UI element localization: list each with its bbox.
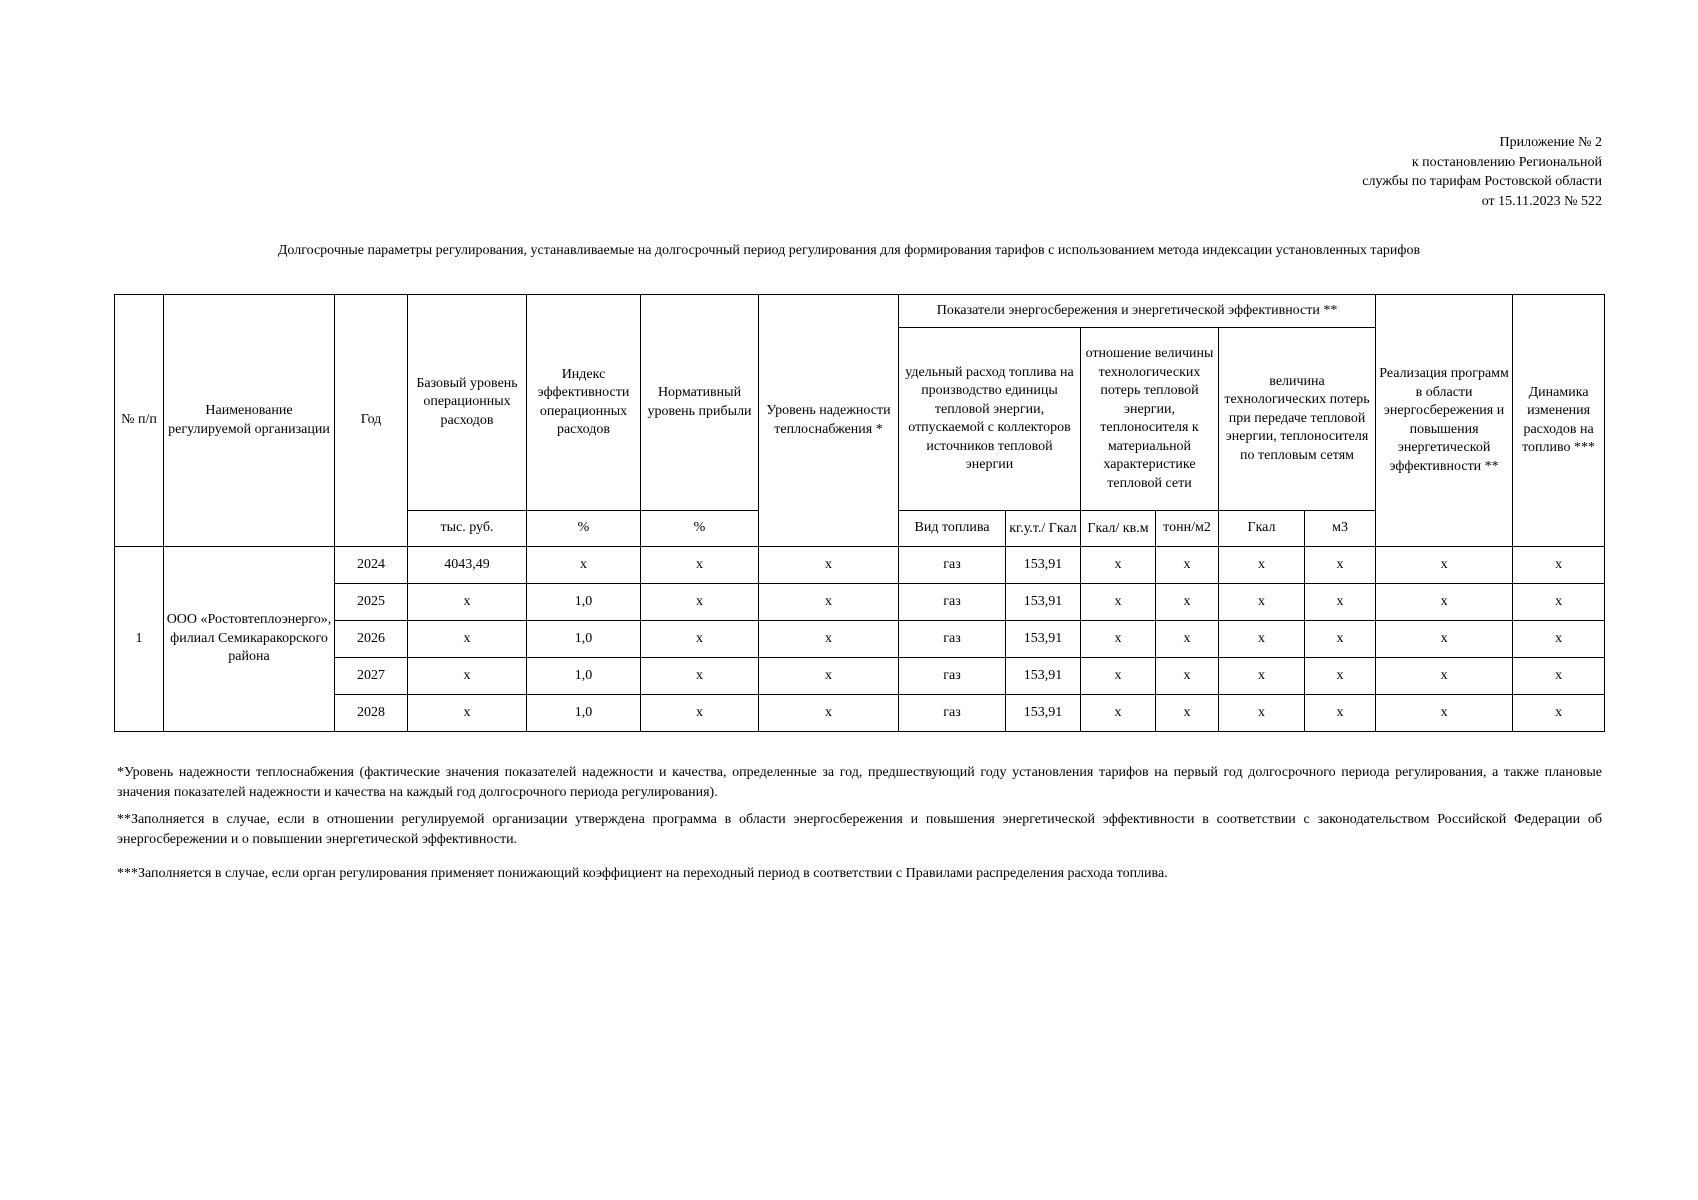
cell-loss-tons: x	[1156, 621, 1219, 658]
cell-tech-m3: x	[1305, 695, 1376, 732]
cell-profit-level: x	[641, 547, 759, 584]
cell-fuel-rate: 153,91	[1006, 621, 1081, 658]
unit-fuel-rate: кг.у.т./ Гкал	[1006, 511, 1081, 547]
cell-reliability: x	[759, 621, 899, 658]
cell-base-costs: x	[408, 584, 527, 621]
cell-fuel-dynamics: x	[1513, 695, 1605, 732]
cell-programs: x	[1376, 547, 1513, 584]
header-year: Год	[335, 295, 408, 547]
cell-fuel-rate: 153,91	[1006, 658, 1081, 695]
cell-programs: x	[1376, 658, 1513, 695]
cell-tech-gcal: x	[1219, 695, 1305, 732]
header-loss-ratio: отношение величины технологических потерь тепловой энергии, теплоносителя к материальной характеристике тепловой сети	[1081, 328, 1219, 511]
cell-loss-gcal: x	[1081, 547, 1156, 584]
table-row	[115, 695, 1605, 732]
header-reliability: Уровень надежности теплоснабжения *	[759, 295, 899, 547]
cell-programs: x	[1376, 621, 1513, 658]
unit-efficiency-index: %	[527, 511, 641, 547]
cell-programs: x	[1376, 584, 1513, 621]
cell-year: 2027	[335, 658, 408, 695]
unit-base-costs: тыс. руб.	[408, 511, 527, 547]
cell-efficiency-index: 1,0	[527, 658, 641, 695]
cell-reliability: x	[759, 695, 899, 732]
cell-profit-level: x	[641, 658, 759, 695]
table-row	[115, 658, 1605, 695]
cell-fuel-type: газ	[899, 658, 1006, 695]
cell-loss-tons: x	[1156, 695, 1219, 732]
cell-profit-level: x	[641, 621, 759, 658]
cell-loss-tons: x	[1156, 547, 1219, 584]
unit-loss-tons: тонн/м2	[1156, 511, 1219, 547]
header-row-group	[115, 295, 1605, 328]
cell-tech-m3: x	[1305, 547, 1376, 584]
cell-tech-gcal: x	[1219, 547, 1305, 584]
footnote-fuel-dynamics: ***Заполняется в случае, если орган регулирования применяет понижающий коэффициент на переходный период в соответствии с Правилами распределения расхода топлива.	[117, 866, 1168, 881]
cell-fuel-type: газ	[899, 584, 1006, 621]
cell-fuel-rate: 153,91	[1006, 695, 1081, 732]
header-org: Наименование регулируемой организации	[164, 295, 335, 547]
table-row	[115, 584, 1605, 621]
cell-profit-level: x	[641, 584, 759, 621]
cell-loss-tons: x	[1156, 584, 1219, 621]
header-tech-losses: величина технологических потерь при передаче тепловой энергии, теплоносителя по тепловым сетям	[1219, 328, 1376, 511]
cell-fuel-dynamics: x	[1513, 584, 1605, 621]
cell-tech-gcal: x	[1219, 658, 1305, 695]
org-number: 1	[115, 547, 164, 732]
cell-programs: x	[1376, 695, 1513, 732]
cell-loss-gcal: x	[1081, 621, 1156, 658]
cell-base-costs: x	[408, 658, 527, 695]
cell-loss-tons: x	[1156, 658, 1219, 695]
unit-tech-gcal: Гкал	[1219, 511, 1305, 547]
cell-tech-gcal: x	[1219, 584, 1305, 621]
cell-reliability: x	[759, 547, 899, 584]
cell-reliability: x	[759, 658, 899, 695]
appendix-line: службы по тарифам Ростовской области	[1362, 174, 1602, 189]
appendix-line: от 15.11.2023 № 522	[1481, 193, 1602, 209]
cell-fuel-type: газ	[899, 621, 1006, 658]
cell-efficiency-index: 1,0	[527, 695, 641, 732]
cell-reliability: x	[759, 584, 899, 621]
cell-base-costs: x	[408, 695, 527, 732]
footnote-reliability: *Уровень надежности теплоснабжения (фактические значения показателей надежности и качества, определенные за год, предшествующий году установления тарифов на первый год долгосрочного периода регулирования, а также плановые значения показателей надежности и качества на каждый год долгосрочного периода регулирования).	[117, 765, 1602, 800]
footnotes	[117, 763, 1602, 891]
cell-base-costs: x	[408, 621, 527, 658]
parameters-table	[114, 294, 1605, 732]
cell-efficiency-index: x	[527, 547, 641, 584]
header-fuel-dynamics: Динамика изменения расходов на топливо ***	[1513, 295, 1605, 547]
appendix-line: к постановлению Региональной	[1411, 154, 1602, 170]
cell-fuel-dynamics: x	[1513, 547, 1605, 584]
cell-base-costs: 4043,49	[408, 547, 527, 584]
cell-tech-gcal: x	[1219, 621, 1305, 658]
cell-year: 2025	[335, 584, 408, 621]
table-row	[115, 547, 1605, 584]
cell-tech-m3: x	[1305, 658, 1376, 695]
cell-efficiency-index: 1,0	[527, 621, 641, 658]
header-programs: Реализация программ в области энергосбережения и повышения энергетической эффективности **	[1376, 295, 1513, 547]
header-num: № п/п	[115, 295, 164, 547]
cell-loss-gcal: x	[1081, 658, 1156, 695]
unit-fuel-type: Вид топлива	[899, 511, 1006, 547]
cell-year: 2028	[335, 695, 408, 732]
table-row	[115, 621, 1605, 658]
document-title: Долгосрочные параметры регулирования, устанавливаемые на долгосрочный период регулирования для формирования тарифов с использованием метода индексации установленных тарифов	[277, 243, 1421, 258]
unit-tech-m3: м3	[1305, 511, 1376, 547]
cell-fuel-rate: 153,91	[1006, 547, 1081, 584]
header-energy-group: Показатели энергосбережения и энергетической эффективности **	[899, 295, 1376, 328]
header-fuel-rate: удельный расход топлива на производство единицы тепловой энергии, отпускаемой с коллекторов источников тепловой энергии	[899, 328, 1081, 511]
cell-year: 2024	[335, 547, 408, 584]
cell-efficiency-index: 1,0	[527, 584, 641, 621]
cell-year: 2026	[335, 621, 408, 658]
cell-tech-m3: x	[1305, 584, 1376, 621]
footnote-energy-program: **Заполняется в случае, если в отношении регулируемой организации утверждена программа в области энергосбережения и повышения энергетической эффективности в соответствии с законодательством Российской Федерации об энергосбережении и о повышении энергетической эффективности.	[117, 812, 1602, 847]
cell-loss-gcal: x	[1081, 695, 1156, 732]
org-name: ООО «Ростовтеплоэнерго», филиал Семикаракорского района	[164, 547, 335, 732]
unit-profit-level: %	[641, 511, 759, 547]
cell-fuel-dynamics: x	[1513, 658, 1605, 695]
header-base-costs: Базовый уровень операционных расходов	[408, 295, 527, 511]
header-efficiency-index: Индекс эффективности операционных расходов	[527, 295, 641, 511]
cell-fuel-rate: 153,91	[1006, 584, 1081, 621]
cell-fuel-dynamics: x	[1513, 621, 1605, 658]
cell-loss-gcal: x	[1081, 584, 1156, 621]
appendix-block	[1362, 133, 1602, 211]
header-profit-level: Нормативный уровень прибыли	[641, 295, 759, 511]
cell-profit-level: x	[641, 695, 759, 732]
unit-loss-gcal: Гкал/ кв.м	[1081, 511, 1156, 547]
appendix-line: Приложение № 2	[1499, 135, 1602, 150]
cell-fuel-type: газ	[899, 695, 1006, 732]
cell-fuel-type: газ	[899, 547, 1006, 584]
cell-tech-m3: x	[1305, 621, 1376, 658]
